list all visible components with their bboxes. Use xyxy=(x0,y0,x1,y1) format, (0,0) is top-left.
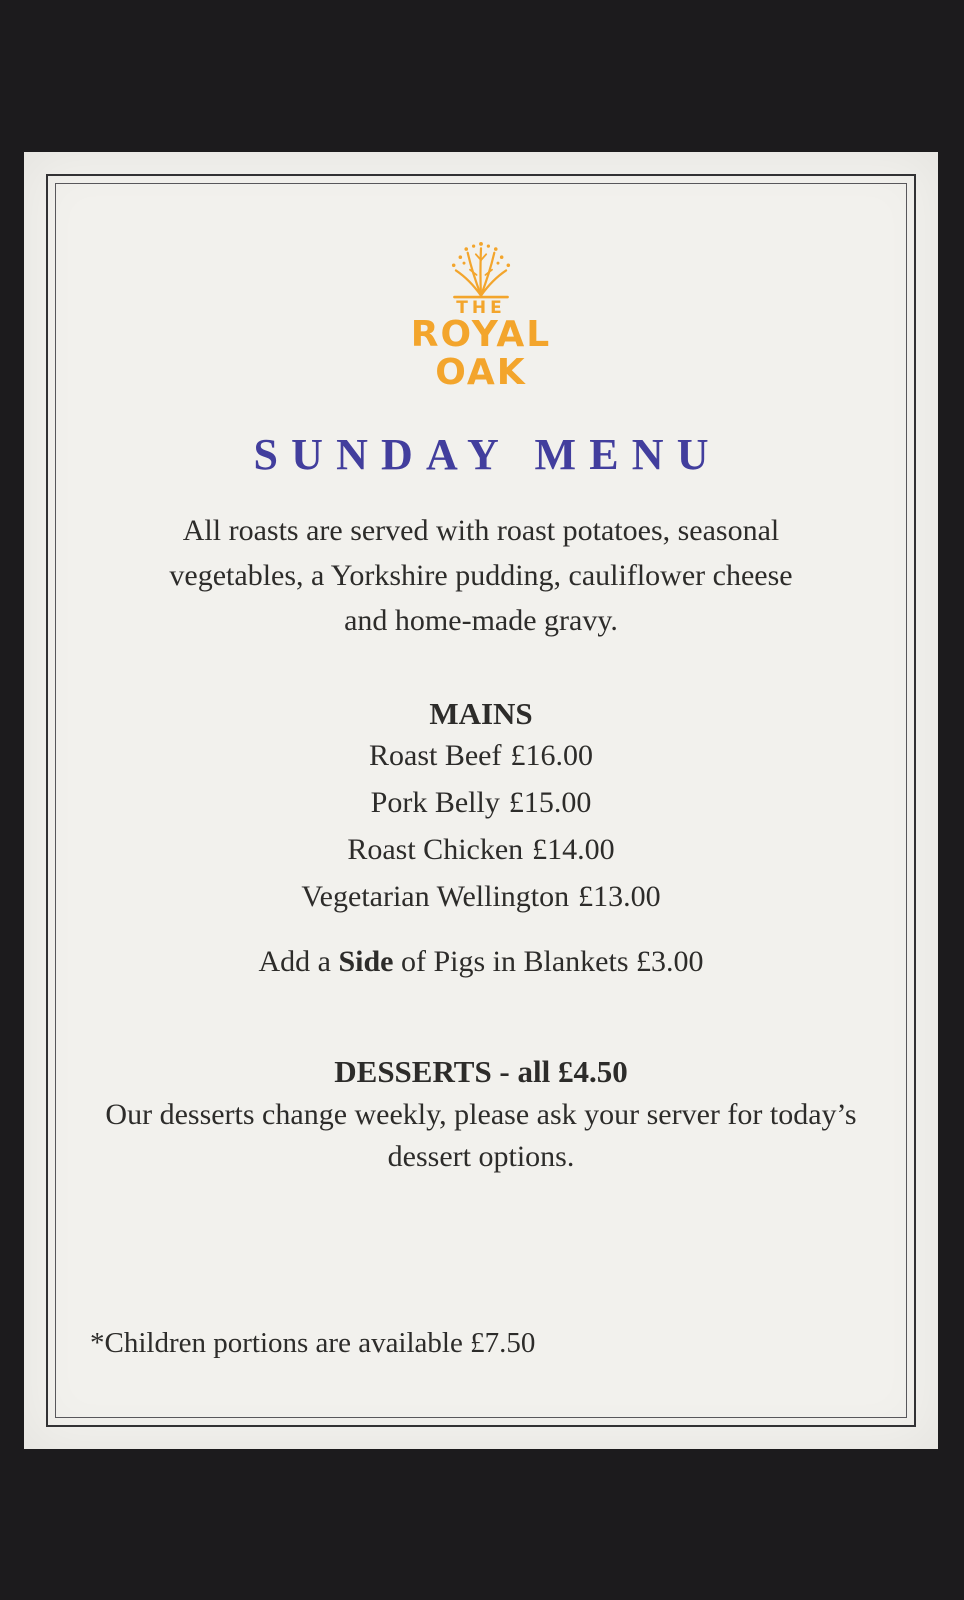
item-name: Roast Chicken xyxy=(347,833,524,866)
logo-word-the: THE xyxy=(456,298,506,318)
page-title: SUNDAY MENU xyxy=(253,430,722,479)
desserts-section-heading: DESSERTS - all £4.50 xyxy=(334,1054,628,1089)
item-price: £16.00 xyxy=(510,739,593,772)
intro-line: All roasts are served with roast potatoes, seasonal xyxy=(182,514,780,547)
item-name: Vegetarian Wellington xyxy=(301,880,570,913)
menu-item xyxy=(24,826,938,873)
item-name: Roast Beef xyxy=(369,739,502,772)
logo-word-oak: OAK xyxy=(435,352,527,393)
desserts-description xyxy=(24,1094,938,1178)
desserts-description-line: Our desserts change weekly, please ask your server for today’s xyxy=(105,1098,857,1131)
side-offer-line xyxy=(24,942,938,982)
item-price: £15.00 xyxy=(508,786,592,819)
side-offer-suffix: of Pigs in Blankets £3.00 xyxy=(393,945,704,978)
item-price: £13.00 xyxy=(578,880,661,913)
oak-tree-icon xyxy=(437,238,525,300)
menu-item xyxy=(24,779,938,826)
intro-paragraph xyxy=(24,508,938,643)
item-price: £14.00 xyxy=(532,833,615,866)
menu-item xyxy=(24,873,938,920)
children-portions-footnote: *Children portions are available £7.50 xyxy=(90,1327,536,1359)
side-offer-bold-word: Side xyxy=(338,945,394,978)
logo-word-royal: ROYAL xyxy=(410,314,552,355)
menu-card xyxy=(24,152,938,1449)
mains-item-list xyxy=(24,732,938,920)
item-name: Pork Belly xyxy=(370,786,500,819)
menu-item xyxy=(24,732,938,779)
side-offer-prefix: Add a xyxy=(258,945,339,978)
mains-section-heading: MAINS xyxy=(429,696,533,731)
intro-line: and home-made gravy. xyxy=(344,604,618,637)
desserts-description-line: dessert options. xyxy=(387,1140,575,1173)
intro-line: vegetables, a Yorkshire pudding, cauliflower cheese xyxy=(169,559,793,592)
